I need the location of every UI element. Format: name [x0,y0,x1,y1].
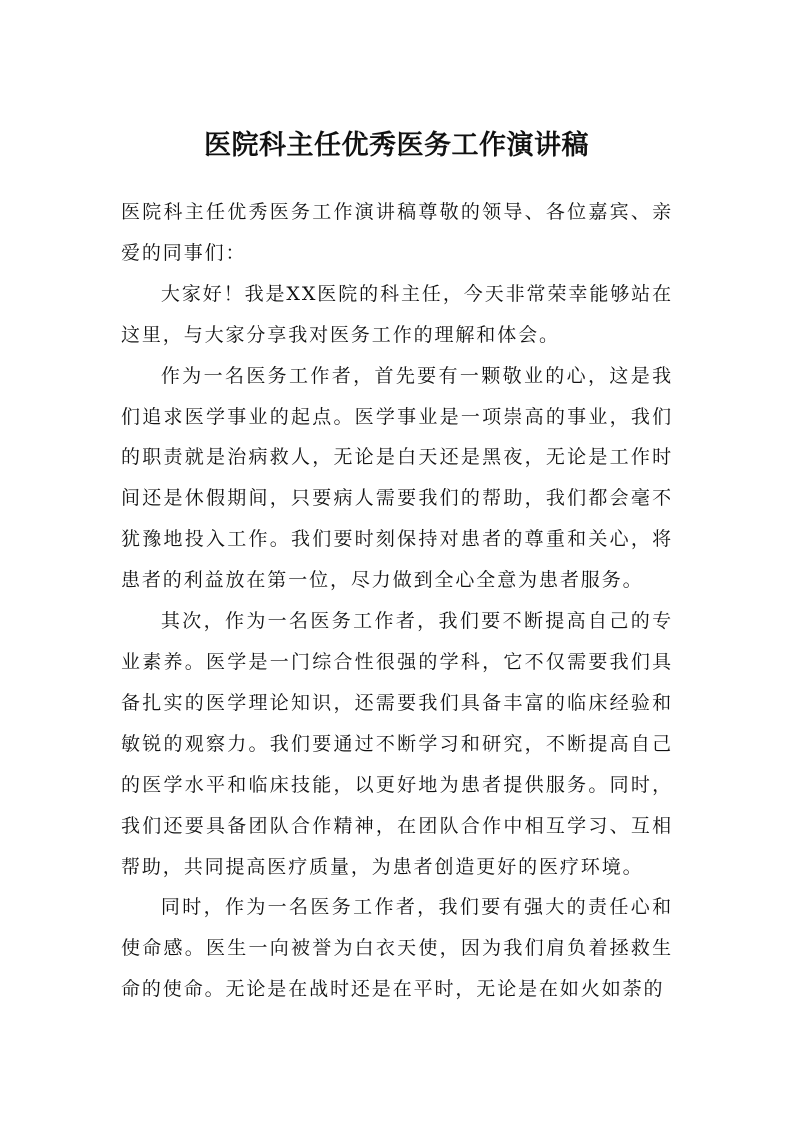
professionalism-paragraph: 其次，作为一名医务工作者，我们要不断提高自己的专业素养。医学是一门综合性很强的学科，它不仅需要我们具备扎实的医学理论知识，还需要我们具备丰富的临床经验和敏锐的观察力。我们要通过不断学习和研究，不断提高自己的医学水平和临床技能，以更好地为患者提供服务。同时，我们还要具备团队合作精神，在团队合作中相互学习、互相帮助，共同提高医疗质量，为患者创造更好的医疗环境。 [121,610,673,878]
greeting-paragraph: 大家好！我是XX医院的科主任，今天非常荣幸能够站在这里，与大家分享我对医务工作的理解和体会。 [121,282,673,346]
responsibility-paragraph: 同时，作为一名医务工作者，我们要有强大的责任心和使命感。医生一向被誉为白衣天使，因为我们肩负着拯救生命的使命。无论是在战时还是在平时，无论是在如火如荼的 [121,896,673,1001]
dedication-paragraph: 作为一名医务工作者，首先要有一颗敬业的心，这是我们追求医学事业的起点。医学事业是一项崇高的事业，我们的职责就是治病救人，无论是白天还是黑夜，无论是工作时间还是休假期间，只要病人需要我们的帮助，我们都会毫不犹豫地投入工作。我们要时刻保持对患者的尊重和关心，将患者的利益放在第一位，尽力做到全心全意为患者服务。 [121,364,673,592]
document-title: 医院科主任优秀医务工作演讲稿 [204,130,589,161]
document-body [121,192,673,1010]
salutation-paragraph: 医院科主任优秀医务工作演讲稿尊敬的领导、各位嘉宾、亲爱的同事们： [121,201,673,264]
